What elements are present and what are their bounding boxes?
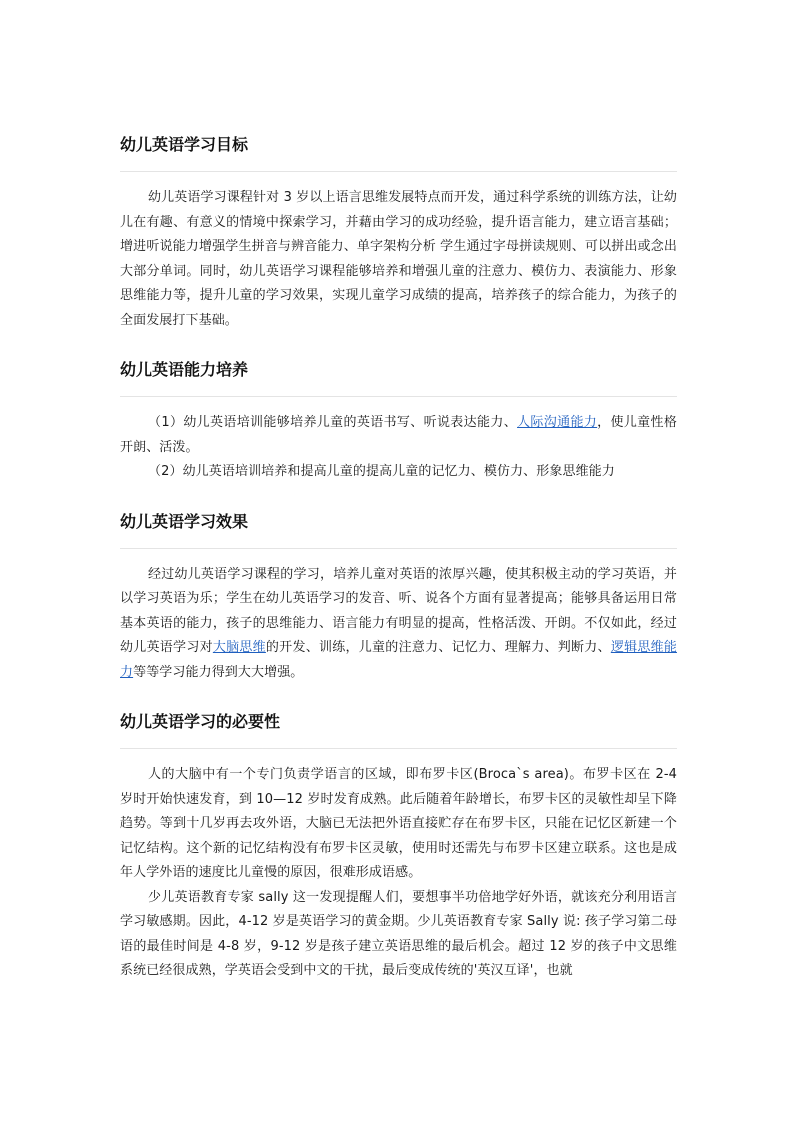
section-learning-goals [120, 132, 677, 333]
section-body [120, 397, 677, 485]
section-title: 幼儿英语能力培养 [120, 357, 677, 397]
brain-thinking-link[interactable]: 大脑思维 [212, 640, 266, 655]
text-run: 的开发、训练，儿童的注意力、记忆力、理解力、判断力、 [265, 640, 611, 655]
paragraph: 幼儿英语学习课程针对 3 岁以上语言思维发展特点而开发，通过科学系统的训练方法，让幼儿在有趣、有意义的情境中探索学习，并藉由学习的成功经验，提升语言能力，建立语言基础；增进听说能力增强学生拼音与辨音能力、单字架构分析 学生通过字母拼读规则、可以拼出或念出大部分单词。同时，幼儿英语学习课程能够培养和增强儿童的注意力、模仿力、表演能力、形象思维能力等，提升儿童的学习效果，实现儿童学习成绩的提高，培养孩子的综合能力，为孩子的全面发展打下基础。 [120, 190, 677, 328]
section-title: 幼儿英语学习目标 [120, 132, 677, 172]
section-title: 幼儿英语学习效果 [120, 509, 677, 549]
text-run: （1）幼儿英语培训能够培养儿童的英语书写、听说表达能力、 [148, 415, 518, 430]
paragraph: 少儿英语教育专家 sally 这一发现提醒人们，要想事半功倍地学好外语，就该充分利用语言学习敏感期。因此，4-12 岁是英语学习的黄金期。少儿英语教育专家 Sally 说: 孩子学习第二母语的最佳时间是 4-8 岁，9-12 岁是孩子建立英语思维的最后机会。超过 12 岁的孩子中文思维系统已经很成熟，学英语会受到中文的干扰，最后变成传统的'英汉互译'，也就 [120, 889, 677, 978]
text-run: ，使儿童性格开朗、活泼。 [120, 415, 677, 455]
section-necessity [120, 709, 677, 984]
text-run: 经过幼儿英语学习课程的学习，培养儿童对英语的浓厚兴趣，使其积极主动的学习英语，并以学习英语为乐；学生在幼儿英语学习的发音、听、说各个方面有显著提高；能够具备运用日常基本英语的能力，孩子的思维能力、语言能力有明显的提高，性格活泼、开朗。不仅如此，经过幼儿英语学习对 [120, 566, 677, 655]
section-body [120, 172, 677, 333]
section-title: 幼儿英语学习的必要性 [120, 709, 677, 749]
section-learning-effects [120, 509, 677, 686]
paragraph: （2）幼儿英语培训培养和提高儿童的提高儿童的记忆力、模仿力、形象思维能力 [148, 464, 615, 479]
paragraph: 人的大脑中有一个专门负责学语言的区域，即布罗卡区(Broca`s area)。布罗卡区在 2-4 岁时开始快速发育，到 10—12 岁时发育成熟。此后随着年龄增长，布罗卡区的灵敏性却呈下降趋势。等到十几岁再去攻外语，大脑已无法把外语直接贮存在布罗卡区，只能在记忆区新建一个记忆结构。这个新的记忆结构没有布罗卡区灵敏，使用时还需先与布罗卡区建立联系。这也是成年人学外语的速度比儿童慢的原因，很难形成语感。 [120, 767, 677, 880]
document-page [120, 132, 677, 1008]
section-ability-training [120, 357, 677, 485]
paragraph [120, 411, 677, 460]
logical-thinking-link[interactable]: 逻辑思维能力 [120, 640, 677, 680]
section-body [120, 749, 677, 984]
paragraph [120, 563, 677, 686]
interpersonal-communication-link[interactable]: 人际沟通能力 [517, 415, 598, 430]
text-run: 等等学习能力得到大大增强。 [133, 664, 304, 680]
section-body [120, 549, 677, 686]
